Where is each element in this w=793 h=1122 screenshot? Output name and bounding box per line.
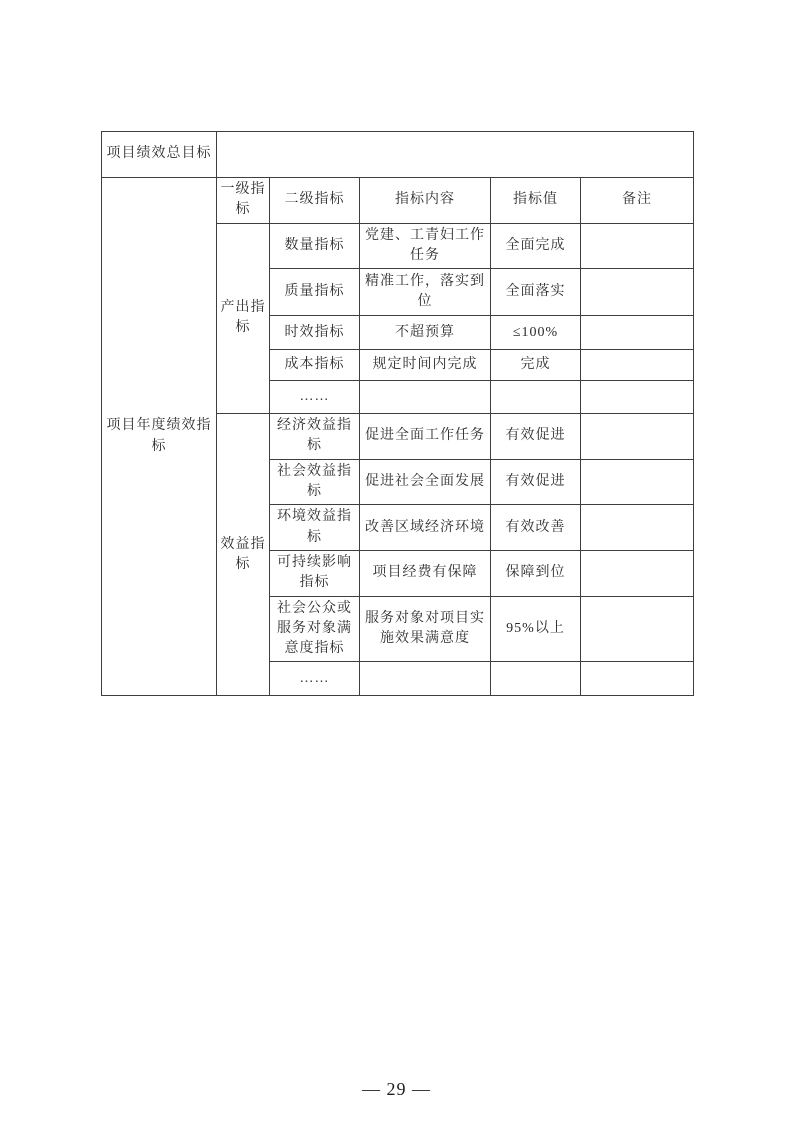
cell-indicator-value (491, 381, 581, 414)
cell-annual-indicators-label: 项目年度绩效指标 (102, 178, 217, 696)
cell-indicator-value: 完成 (491, 350, 581, 381)
cell-project-total-goal-label: 项目绩效总目标 (102, 132, 217, 178)
cell-group-output-indicators: 产出指标 (217, 223, 270, 414)
cell-remark (581, 350, 694, 381)
cell-group-benefit-indicators: 效益指标 (217, 414, 270, 696)
cell-remark (581, 316, 694, 350)
header-level1-indicator: 一级指标 (217, 178, 270, 224)
cell-indicator-content: 项目经费有保障 (360, 550, 491, 596)
header-level2-indicator: 二级指标 (270, 178, 360, 224)
cell-level2-indicator: 可持续影响指标 (270, 550, 360, 596)
table-row (102, 132, 694, 178)
cell-indicator-value: 全面落实 (491, 269, 581, 316)
cell-level2-indicator: 环境效益指标 (270, 505, 360, 551)
cell-indicator-content: 不超预算 (360, 316, 491, 350)
cell-remark (581, 459, 694, 505)
cell-indicator-content: 服务对象对项目实施效果满意度 (360, 596, 491, 662)
cell-remark (581, 223, 694, 269)
page-number: — 29 — (362, 1079, 431, 1099)
cell-level2-ellipsis: …… (270, 662, 360, 696)
cell-remark (581, 550, 694, 596)
cell-level2-indicator: 经济效益指标 (270, 414, 360, 460)
cell-remark (581, 269, 694, 316)
cell-indicator-content: 促进社会全面发展 (360, 459, 491, 505)
cell-level2-indicator: 数量指标 (270, 223, 360, 269)
cell-level2-indicator: 社会公众或服务对象满意度指标 (270, 596, 360, 662)
cell-remark (581, 381, 694, 414)
cell-indicator-value: 有效改善 (491, 505, 581, 551)
cell-indicator-content: 精准工作，落实到位 (360, 269, 491, 316)
cell-level2-indicator: 时效指标 (270, 316, 360, 350)
cell-indicator-value: 保障到位 (491, 550, 581, 596)
cell-level2-indicator: 成本指标 (270, 350, 360, 381)
cell-indicator-content: 党建、工青妇工作任务 (360, 223, 491, 269)
cell-project-total-goal-value (217, 132, 694, 178)
cell-remark (581, 414, 694, 460)
header-remark: 备注 (581, 178, 694, 224)
cell-indicator-value (491, 662, 581, 696)
cell-indicator-content (360, 662, 491, 696)
cell-level2-ellipsis: …… (270, 381, 360, 414)
cell-level2-indicator: 质量指标 (270, 269, 360, 316)
cell-indicator-content: 规定时间内完成 (360, 350, 491, 381)
cell-indicator-value: 全面完成 (491, 223, 581, 269)
cell-indicator-content: 促进全面工作任务 (360, 414, 491, 460)
cell-indicator-value: ≤100% (491, 316, 581, 350)
cell-indicator-value: 有效促进 (491, 459, 581, 505)
cell-remark (581, 662, 694, 696)
cell-indicator-value: 95%以上 (491, 596, 581, 662)
table-header-row (102, 178, 694, 224)
cell-indicator-content (360, 381, 491, 414)
header-indicator-content: 指标内容 (360, 178, 491, 224)
performance-indicator-table (101, 131, 694, 696)
cell-indicator-value: 有效促进 (491, 414, 581, 460)
header-indicator-value: 指标值 (491, 178, 581, 224)
cell-remark (581, 596, 694, 662)
cell-indicator-content: 改善区域经济环境 (360, 505, 491, 551)
cell-remark (581, 505, 694, 551)
cell-level2-indicator: 社会效益指标 (270, 459, 360, 505)
